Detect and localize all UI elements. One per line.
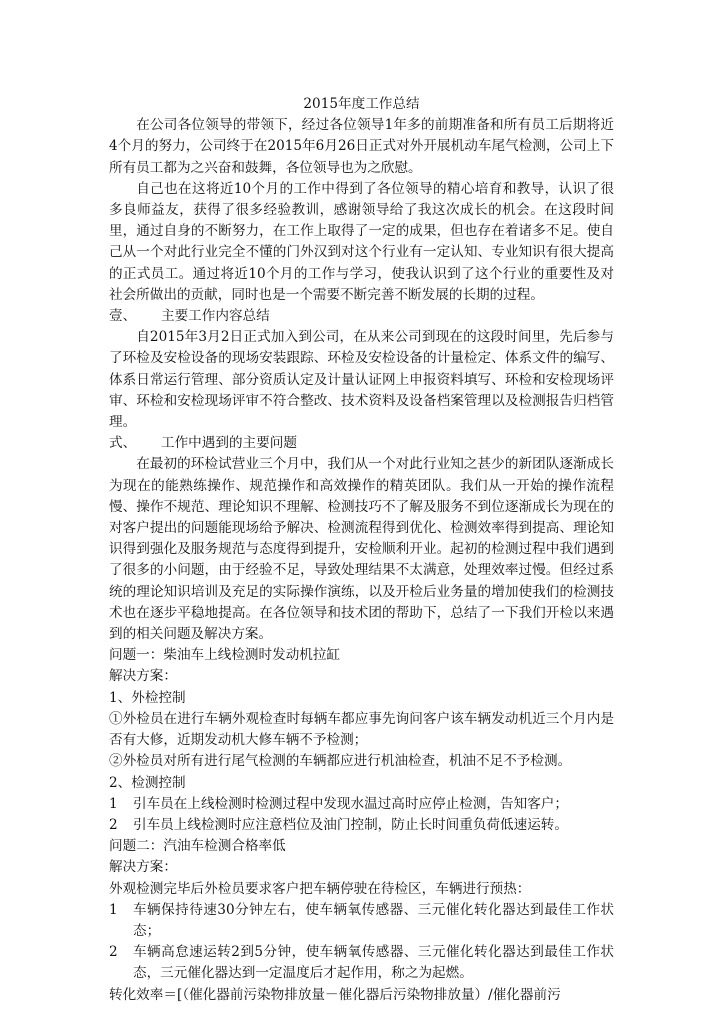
list-item: ②外检员对所有进行尾气检测的车辆都应进行机油检查，机油不足不予检测。 bbox=[109, 753, 572, 770]
problem-1-heading: 问题一：柴油车上线检测时发动机拉缸 bbox=[109, 647, 341, 664]
paragraph-intro: 在公司各位领导的带领下，经过各位领导1年多的前期准备和所有员工后期将近4个月的努力，公司终于在2015年6月26日正式对外开展机动车尾气检测，公司上下所有员工都为之兴奋和鼓舞，各位领导也为之欣慰。 bbox=[109, 117, 614, 176]
paragraph-work-content: 自2015年3月2日正式加入到公司，在从来公司到现在的这段时间里，先后参与了环检及安检设备的现场安装跟踪、环检及安检设备的计量检定、体系文件的编写、体系日常运行管理、部分资质认定及计量认证网上申报资料填写、环检和安检现场评审、环检和安检现场评审不符合整改、技术资料及设备档案管理以及检测报告归档管理。 bbox=[109, 329, 614, 431]
list-item: 1 引车员在上线检测时检测过程中发现水温过高时应停止检测，告知客户； bbox=[109, 795, 568, 812]
sub-heading-external-check: 1、外检控制 bbox=[109, 689, 186, 706]
document-body bbox=[109, 94, 614, 1006]
solution-label: 解决方案： bbox=[109, 859, 177, 876]
sub-heading-detection-control: 2、检测控制 bbox=[109, 774, 186, 791]
section-number: 壹、 bbox=[109, 308, 137, 325]
paragraph-preheat: 外观检测完毕后外检员要求客户把车辆停驶在待检区，车辆进行预热： bbox=[109, 880, 531, 897]
list-item: 2 引车员上线检测时应注意档位及油门控制，防止长时间重负荷低速运转。 bbox=[109, 816, 568, 833]
paragraph-problems: 在最初的环检试营业三个月中，我们从一个对此行业知之甚少的新团队逐渐成长为现在的能熟练操作、规范操作和高效操作的精英团队。我们从一开始的操作流程慢、操作不规范、理论知识不理解、检测技巧不了解及服务不到位逐渐成长为现在的对客户提出的问题能现场给予解决、检测流程得到优化、检测效率得到提高、理论知识得到强化及服务规范与态度得到提升，安检顺利开业。起初的检测过程中我们遇到了很多的小问题，由于经验不足，导致处理结果不太满意，处理效率过慢。但经过系统的理论知识培训及充足的实际操作演练，以及开检后业务量的增加使我们的检测技术也在逐步平稳地提高。在各位领导和技术团的帮助下，总结了一下我们开检以来遇到的相关问题及解决方案。 bbox=[109, 456, 614, 643]
section-heading-2 bbox=[109, 433, 614, 454]
list-item: 1 车辆保持待速30分钟左右，使车辆氧传感器、三元催化转化器达到最佳工作状态； bbox=[109, 901, 614, 939]
solution-label: 解决方案： bbox=[109, 668, 177, 685]
problem-2-heading: 问题二：汽油车检测合格率低 bbox=[109, 838, 286, 855]
list-item: ①外检员在进行车辆外观检查时每辆车都应事先询问客户该车辆发动机近三个月内是否有大修，近期发动机大修车辆不予检测； bbox=[109, 710, 614, 749]
section-number: 式、 bbox=[109, 435, 137, 452]
section-heading-1 bbox=[109, 306, 614, 327]
list-item: 2 车辆高怠速运转2到5分钟，使车辆氧传感器、三元催化转化器达到最佳工作状态，三元催化器达到一定温度后才起作用，称之为起燃。 bbox=[109, 944, 614, 982]
section-title: 工作中遇到的主要问题 bbox=[161, 435, 297, 452]
section-title: 主要工作内容总结 bbox=[161, 308, 270, 325]
formula-line: 转化效率＝[（催化器前污染物排放量－催化器后污染物排放量）/催化器前污 bbox=[109, 986, 561, 1003]
paragraph-self-review: 自己也在这将近10个月的工作中得到了各位领导的精心培育和教导，认识了很多良师益友，获得了很多经验教训，感谢领导给了我这次成长的机会。在这段时间里，通过自身的不断努力，在工作上取得了一定的成果，但也存在着诸多不足。使自己从一个对此行业完全不懂的门外汉到对这个行业有一定认知、专业知识有很大提高的正式员工。通过将近10个月的工作与学习，使我认识到了这个行业的重要性及对社会所做出的贡献，同时也是一个需要不断完善不断发展的长期的过程。 bbox=[109, 180, 614, 303]
page-title: 2015年度工作总结 bbox=[303, 96, 420, 112]
